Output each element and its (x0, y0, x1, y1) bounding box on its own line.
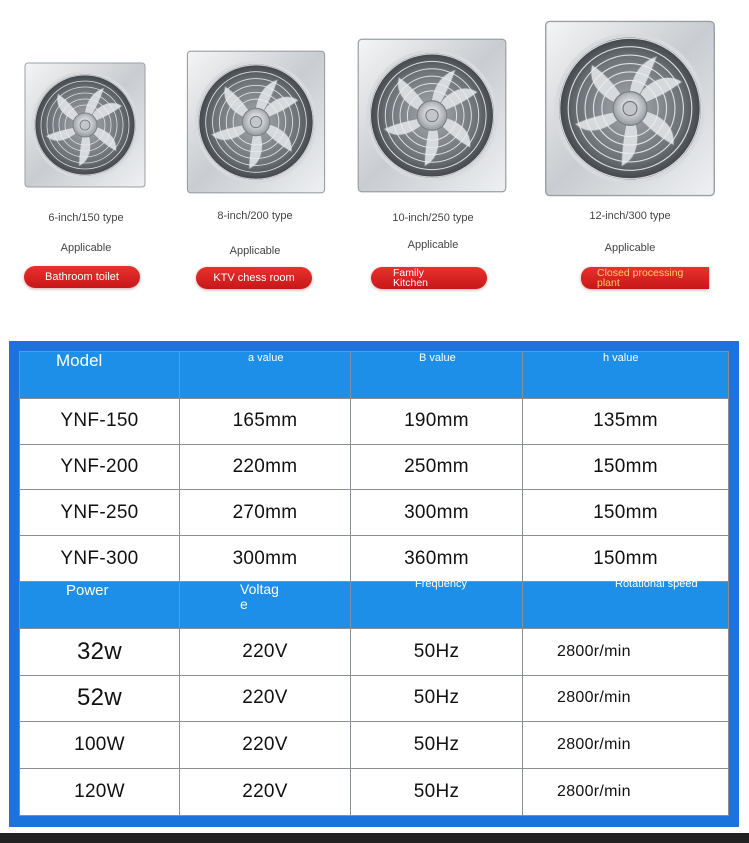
bottom-strip (0, 833, 749, 843)
table-row (20, 398, 729, 444)
product-type-label: 6-inch/150 type (48, 212, 124, 224)
use-badge-text: Bathroom toilet (45, 270, 119, 283)
table-row (20, 444, 729, 490)
model-cell: YNF-150 (20, 398, 180, 444)
header-b-text: B value (419, 352, 456, 364)
applicable-label: Applicable (60, 242, 112, 254)
model-cell: YNF-300 (20, 536, 180, 582)
speed-cell: 2800r/min (523, 675, 729, 722)
a-value-cell: 165mm (180, 398, 351, 444)
product-6-inch (20, 62, 152, 294)
applicable-label: Applicable (604, 242, 656, 254)
product-12-inch (540, 20, 720, 296)
b-value-cell: 190mm (351, 398, 523, 444)
use-badge (371, 267, 487, 289)
header-speed-text: Rotational speed (615, 577, 698, 590)
table-row (20, 769, 729, 816)
frequency-cell: 50Hz (351, 628, 523, 675)
h-value-cell: 135mm (523, 398, 729, 444)
voltage-cell: 220V (180, 769, 351, 816)
product-type-label: 8-inch/200 type (217, 210, 293, 222)
power-cell: 32w (20, 628, 180, 675)
header-power (20, 581, 180, 628)
use-badge-text: KTV chess room (213, 271, 295, 284)
table-row (20, 490, 729, 536)
fan-image-250 (357, 38, 507, 193)
h-value-cell: 150mm (523, 444, 729, 490)
header-h (523, 352, 729, 399)
h-value-cell: 150mm (523, 490, 729, 536)
product-type-label: 10-inch/250 type (392, 212, 474, 224)
a-value-cell: 300mm (180, 536, 351, 582)
use-badge (196, 267, 312, 289)
header-voltage (180, 581, 351, 628)
use-badge (24, 266, 140, 288)
speed-cell: 2800r/min (523, 722, 729, 769)
dimensions-header-row (20, 352, 729, 399)
frequency-cell: 50Hz (351, 722, 523, 769)
spec-table-frame (9, 341, 739, 827)
fan-image-200 (186, 50, 326, 194)
frequency-cell: 50Hz (351, 675, 523, 722)
power-header-row (20, 581, 729, 628)
frequency-cell: 50Hz (351, 769, 523, 816)
table-row (20, 536, 729, 582)
h-value-cell: 150mm (523, 536, 729, 582)
b-value-cell: 300mm (351, 490, 523, 536)
a-value-cell: 270mm (180, 490, 351, 536)
b-value-cell: 360mm (351, 536, 523, 582)
table-row (20, 722, 729, 769)
product-8-inch (180, 50, 330, 294)
speed-cell: 2800r/min (523, 769, 729, 816)
product-type-label: 12-inch/300 type (589, 210, 671, 222)
model-cell: YNF-250 (20, 490, 180, 536)
table-row (20, 675, 729, 722)
speed-cell: 2800r/min (523, 628, 729, 675)
applicable-label: Applicable (407, 239, 459, 251)
header-frequency-text: Frequency (415, 577, 467, 590)
b-value-cell: 250mm (351, 444, 523, 490)
header-model-text: Model (56, 351, 103, 370)
voltage-cell: 220V (180, 722, 351, 769)
table-row (20, 628, 729, 675)
fan-image-300 (544, 20, 716, 197)
power-cell: 120W (20, 769, 180, 816)
voltage-cell: 220V (180, 628, 351, 675)
voltage-cell: 220V (180, 675, 351, 722)
header-a-text: a value (248, 352, 284, 364)
header-speed (523, 577, 729, 628)
applicable-label: Applicable (229, 245, 281, 257)
fan-image-150 (24, 62, 146, 188)
header-a (180, 352, 351, 399)
product-10-inch (353, 38, 513, 294)
header-power-text: Power (66, 581, 109, 599)
header-h-text: h value (603, 352, 639, 364)
use-badge-text: Closed processing plant (597, 267, 684, 289)
header-voltage-text: Voltage (240, 580, 279, 612)
power-cell: 52w (20, 675, 180, 722)
header-model (20, 352, 180, 399)
use-badge (581, 267, 709, 289)
use-badge-text: Family Kitchen (393, 267, 429, 289)
a-value-cell: 220mm (180, 444, 351, 490)
model-cell: YNF-200 (20, 444, 180, 490)
header-frequency (351, 577, 523, 628)
header-b (351, 352, 523, 399)
power-cell: 100W (20, 722, 180, 769)
spec-table (19, 351, 729, 816)
